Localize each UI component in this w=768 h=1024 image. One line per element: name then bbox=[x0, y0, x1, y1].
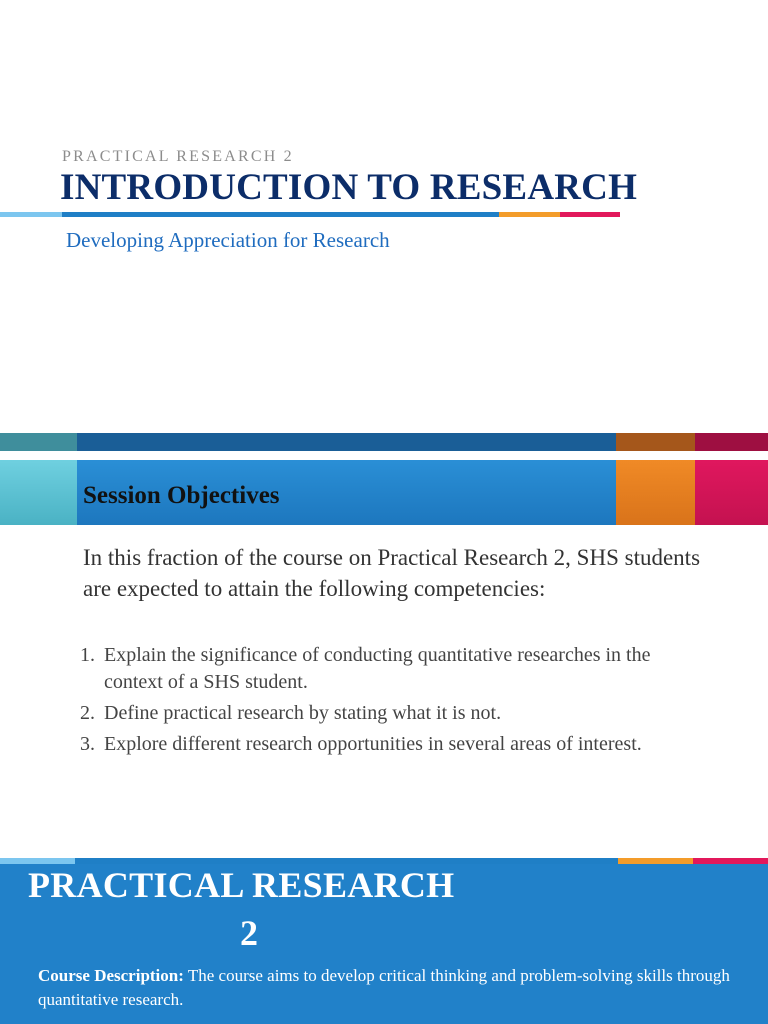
objective-text: Define practical research by stating what it is not. bbox=[104, 702, 502, 724]
accent-bar-blue bbox=[62, 212, 499, 217]
header-band-teal bbox=[0, 433, 77, 451]
objective-number: 3. bbox=[80, 733, 95, 755]
objective-item bbox=[80, 731, 700, 758]
accent-bar-magenta bbox=[560, 212, 620, 217]
objectives-intro: In this fraction of the course on Practical Research 2, SHS students are expected to attain the following competencies: bbox=[83, 545, 701, 601]
objective-text: Explore different research opportunities in several areas of interest. bbox=[104, 733, 642, 755]
course-description bbox=[38, 964, 738, 1012]
objective-item bbox=[80, 642, 700, 696]
slide-subtitle: Developing Appreciation for Research bbox=[66, 228, 390, 252]
accent-bar-orange bbox=[499, 212, 560, 217]
slide-title: INTRODUCTION TO RESEARCH bbox=[60, 167, 638, 208]
objective-item bbox=[80, 700, 700, 727]
objective-text: Explain the significance of conducting quantitative researches in the context of a SHS student. bbox=[104, 644, 651, 693]
course-description-text: The course aims to develop critical thinking and problem-solving skills through quantitative research. bbox=[38, 966, 730, 1009]
header-band-orange bbox=[616, 433, 695, 451]
course-title-number: 2 bbox=[240, 913, 258, 953]
header-block-orange bbox=[616, 460, 695, 525]
objective-number: 2. bbox=[80, 702, 95, 724]
objectives-list bbox=[80, 642, 700, 762]
course-title: PRACTICAL RESEARCH bbox=[28, 865, 455, 905]
header-block-magenta bbox=[695, 460, 768, 525]
objective-number: 1. bbox=[80, 644, 95, 666]
header-band-magenta bbox=[695, 433, 768, 451]
section-heading: Session Objectives bbox=[83, 482, 280, 509]
slide-kicker: PRACTICAL RESEARCH 2 bbox=[62, 148, 294, 165]
header-band-blue bbox=[77, 433, 616, 451]
accent-bar-light-blue bbox=[0, 212, 62, 217]
course-description-label: Course Description: bbox=[38, 966, 184, 985]
header-block-teal bbox=[0, 460, 77, 525]
